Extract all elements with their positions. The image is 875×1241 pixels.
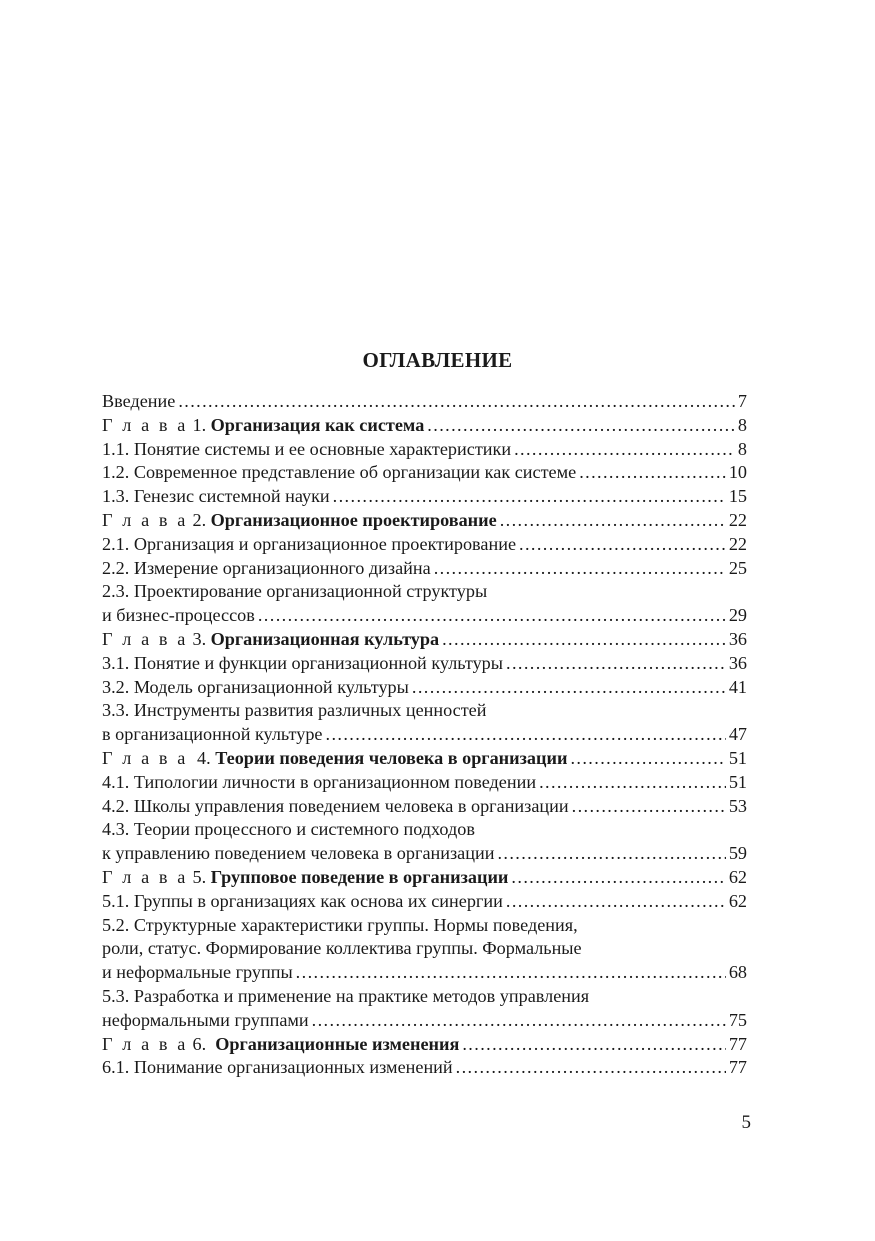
dot-leader xyxy=(570,747,725,771)
toc-page-number: 29 xyxy=(728,605,747,626)
dot-leader xyxy=(434,557,726,581)
toc-page-number: 22 xyxy=(728,509,747,530)
toc-entry-label: Введение xyxy=(102,391,176,411)
toc-page-number: 51 xyxy=(728,747,747,768)
toc-entry-intro[interactable] xyxy=(102,390,747,414)
toc-page-number: 77 xyxy=(728,1057,747,1078)
dot-leader xyxy=(412,676,726,700)
dot-leader xyxy=(456,1056,726,1080)
chapter-number: 3. xyxy=(192,628,207,649)
dot-leader xyxy=(506,890,726,914)
chapter-word: Г л а в а xyxy=(102,747,188,768)
toc-entry-label xyxy=(102,509,497,533)
toc-page-number: 36 xyxy=(728,652,747,673)
toc-chapter-4[interactable] xyxy=(102,747,747,771)
toc-page-number: 77 xyxy=(728,1033,747,1054)
toc-entry-label xyxy=(102,414,424,438)
toc-page-number: 47 xyxy=(728,724,747,745)
toc-section-5-2[interactable] xyxy=(102,961,747,985)
toc-entry-label: 1.1. Понятие системы и ее основные характеристики xyxy=(102,438,512,459)
dot-leader xyxy=(427,414,735,438)
toc-section-4-2[interactable] xyxy=(102,795,747,819)
chapter-number: 6. xyxy=(192,1033,207,1054)
toc-page-number: 8 xyxy=(737,438,747,459)
toc-entry-label: 3.1. Понятие и функции организационной культуры xyxy=(102,652,503,673)
chapter-word: Г л а в а xyxy=(102,509,188,530)
toc-entry-label: 5.1. Группы в организациях как основа их синергии xyxy=(102,890,503,911)
dot-leader xyxy=(462,1033,725,1057)
toc-page-number: 36 xyxy=(728,628,747,649)
toc-section-3-2[interactable] xyxy=(102,676,747,700)
toc-entry-label: и неформальные группы xyxy=(102,962,293,983)
dot-leader xyxy=(497,842,725,866)
toc-entry-label xyxy=(102,866,508,890)
toc-section-1-1[interactable] xyxy=(102,438,747,462)
toc-section-4-3[interactable] xyxy=(102,842,747,866)
toc-entry-label: 1.2. Современное представление об организации как системе xyxy=(102,462,577,483)
chapter-number: 5. xyxy=(192,866,207,887)
page-title: ОГЛАВЛЕНИЕ xyxy=(362,348,513,372)
dot-leader xyxy=(326,723,726,747)
toc-entry-label: 4.1. Типологии личности в организационном поведении xyxy=(102,771,537,792)
toc-chapter-2[interactable] xyxy=(102,509,747,533)
toc-page-number: 41 xyxy=(728,676,747,697)
toc-section-5-2-line: 5.2. Структурные характеристики группы. Нормы поведения, xyxy=(102,914,578,935)
page-number: 5 xyxy=(741,1112,751,1133)
toc-page-number: 59 xyxy=(728,843,747,864)
toc-section-2-3[interactable] xyxy=(102,604,747,628)
chapter-title: Организационная культура xyxy=(210,628,440,649)
toc-page-number: 10 xyxy=(728,462,747,483)
dot-leader xyxy=(539,771,726,795)
dot-leader xyxy=(511,866,725,890)
dot-leader xyxy=(442,628,726,652)
toc-section-2-3-line: 2.3. Проектирование организационной структуры xyxy=(102,581,488,602)
toc-page-number: 25 xyxy=(728,557,747,578)
toc-entry-label: в организационной культуре xyxy=(102,724,323,745)
toc-section-1-3[interactable] xyxy=(102,485,747,509)
toc-section-4-3-line: 4.3. Теории процессного и системного подходов xyxy=(102,819,475,840)
toc-entry-label: неформальными группами xyxy=(102,1009,309,1030)
toc-chapter-6[interactable] xyxy=(102,1033,747,1057)
chapter-word: Г л а в а xyxy=(102,1033,188,1054)
chapter-number: 1. xyxy=(192,414,207,435)
dot-leader xyxy=(312,1009,726,1033)
toc-chapter-3[interactable] xyxy=(102,628,747,652)
toc-entry-label: 2.1. Организация и организационное проектирование xyxy=(102,533,517,554)
chapter-word: Г л а в а xyxy=(102,866,188,887)
table-of-contents xyxy=(102,390,747,1080)
toc-entry-label: и бизнес-процессов xyxy=(102,605,255,626)
dot-leader xyxy=(506,652,726,676)
toc-page-number: 22 xyxy=(728,533,747,554)
toc-chapter-1[interactable] xyxy=(102,414,747,438)
toc-entry-label: 6.1. Понимание организационных изменений xyxy=(102,1057,453,1078)
toc-page-number: 53 xyxy=(728,795,747,816)
chapter-title: Организация как система xyxy=(210,414,425,435)
toc-entry-label: к управлению поведением человека в организации xyxy=(102,843,495,864)
toc-section-3-1[interactable] xyxy=(102,652,747,676)
dot-leader xyxy=(296,961,726,985)
dot-leader xyxy=(519,533,726,557)
chapter-number: 4. xyxy=(197,747,211,768)
dot-leader xyxy=(178,390,735,414)
toc-page-number: 7 xyxy=(737,391,747,411)
toc-entry-label: 3.2. Модель организационной культуры xyxy=(102,676,409,697)
chapter-title: Теории поведения человека в организации xyxy=(215,747,568,768)
toc-entry-label: 4.2. Школы управления поведением человека в организации xyxy=(102,795,569,816)
dot-leader xyxy=(579,461,726,485)
toc-entry-label xyxy=(102,628,439,652)
toc-page-number: 15 xyxy=(728,486,747,507)
toc-entry-label xyxy=(102,747,567,771)
chapter-title: Групповое поведение в организации xyxy=(210,866,509,887)
dot-leader xyxy=(514,438,735,462)
toc-section-5-3[interactable] xyxy=(102,1009,747,1033)
toc-section-4-1[interactable] xyxy=(102,771,747,795)
dot-leader xyxy=(258,604,726,628)
toc-section-5-3-line: 5.3. Разработка и применение на практике методов управления xyxy=(102,985,590,1006)
toc-page-number: 62 xyxy=(728,890,747,911)
chapter-title: Организационное проектирование xyxy=(210,509,497,530)
chapter-word: Г л а в а xyxy=(102,414,188,435)
toc-section-5-2-line: роли, статус. Формирование коллектива группы. Формальные xyxy=(102,938,582,959)
chapter-word: Г л а в а xyxy=(102,628,188,649)
toc-entry-label xyxy=(102,1033,459,1057)
chapter-title: Организационные изменения xyxy=(215,1033,460,1054)
toc-page-number: 51 xyxy=(728,771,747,792)
toc-entry-label: 2.2. Измерение организационного дизайна xyxy=(102,557,431,578)
dot-leader xyxy=(572,795,726,819)
toc-section-3-3[interactable] xyxy=(102,723,747,747)
toc-page-number: 75 xyxy=(728,1009,747,1030)
toc-page-number: 8 xyxy=(737,414,747,435)
toc-section-6-1[interactable] xyxy=(102,1056,747,1080)
toc-page-number: 68 xyxy=(728,962,747,983)
toc-chapter-5[interactable] xyxy=(102,866,747,890)
toc-entry-label: 1.3. Генезис системной науки xyxy=(102,486,330,507)
toc-section-3-3-line: 3.3. Инструменты развития различных ценностей xyxy=(102,700,487,721)
dot-leader xyxy=(500,509,726,533)
chapter-number: 2. xyxy=(192,509,207,530)
toc-section-1-2[interactable] xyxy=(102,461,747,485)
toc-page-number: 62 xyxy=(728,866,747,887)
dot-leader xyxy=(333,485,726,509)
toc-section-2-2[interactable] xyxy=(102,557,747,581)
toc-section-5-1[interactable] xyxy=(102,890,747,914)
toc-section-2-1[interactable] xyxy=(102,533,747,557)
